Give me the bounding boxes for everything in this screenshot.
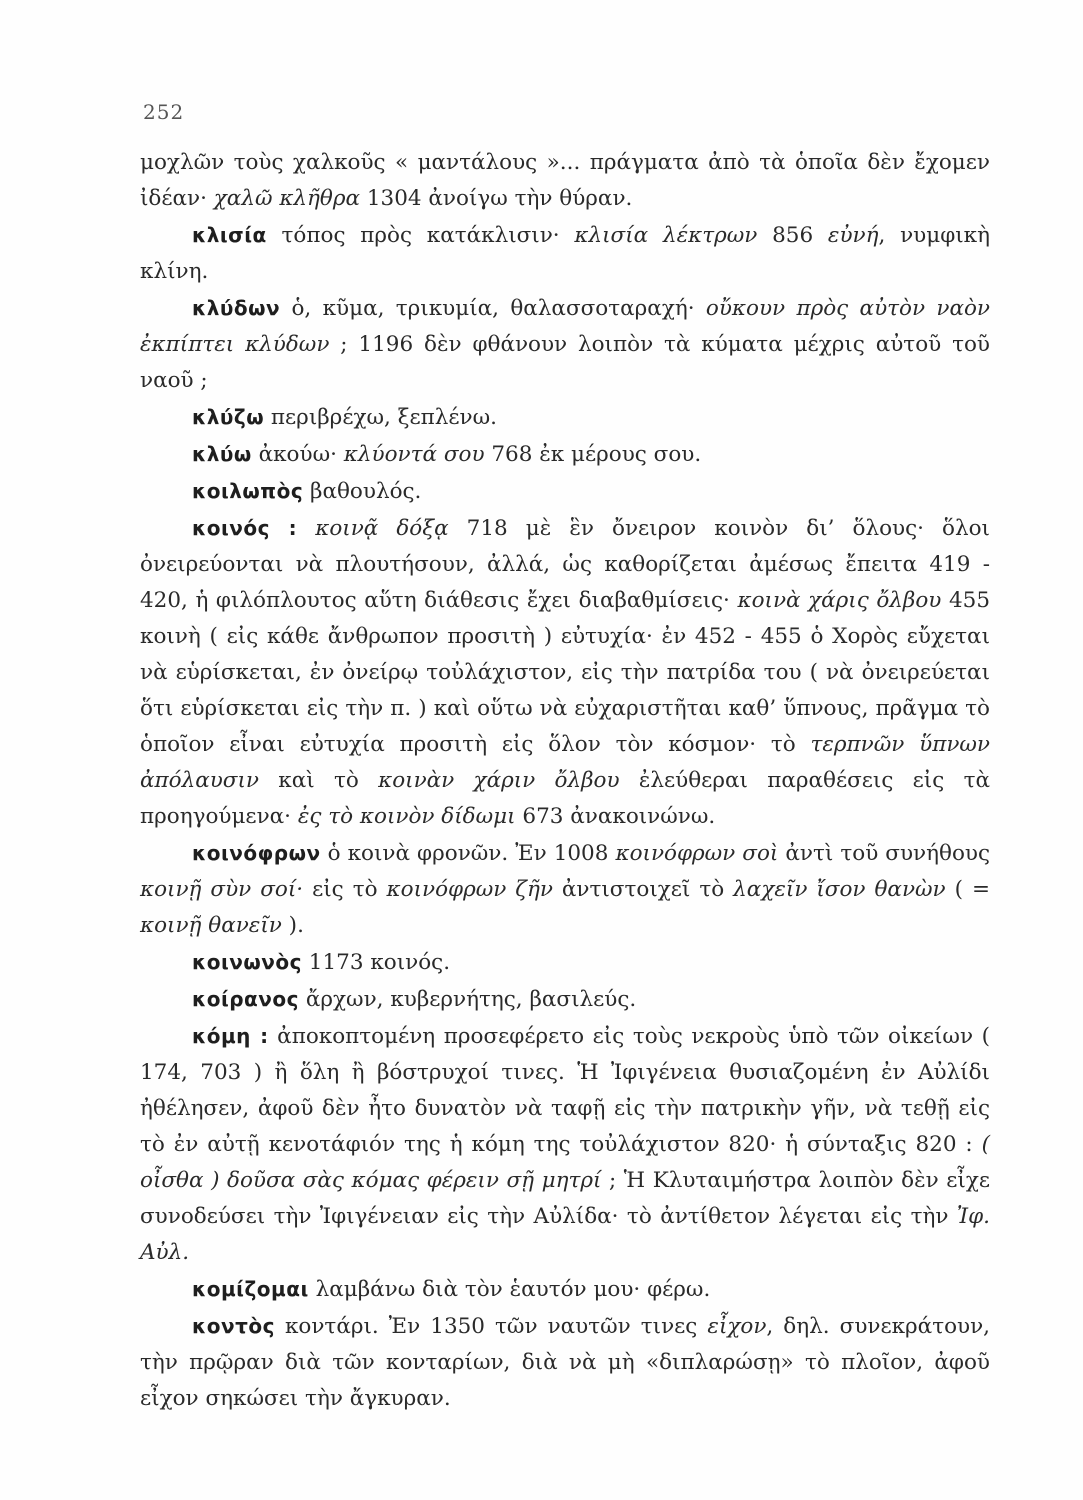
entry-text: 718 μὲ ἓν ὄνειρον κοινὸν δι’ ὅλους· ὅλοι ὀνειρεύονται νὰ πλουτήσουν, ἀλλά, ὡς καθορίζεται ἀμέσως ἔπειτα 419 - 420, ἡ φιλόπλουτος αὕτη διάθεσις ἔχει διαβαθμίσεις· — [140, 516, 990, 613]
headword: κοινόφρων — [192, 841, 321, 865]
quotation: κοινόφρων σοὶ — [615, 841, 779, 866]
entry-text: ὁ κοινὰ φρονῶν. Ἐν 1008 — [320, 841, 616, 866]
quotation: κοινᾷ δόξᾳ — [315, 516, 449, 541]
headword: κλύζω — [192, 405, 265, 429]
quotation: εὐνή — [827, 223, 879, 248]
glossary-entry — [140, 1018, 990, 1271]
glossary-entry — [140, 436, 990, 473]
entry-text: ἀντὶ τοῦ συνήθους — [778, 841, 991, 866]
entry-text: 455 κοινὴ ( εἰς κάθε ἄνθρωπον προσιτὴ ) εὐτυχία· ἐν 452 - 455 ὁ Χορὸς εὔχεται νὰ εὑρίσκεται, ἐν ὀνείρῳ τοὐλάχιστον, εἰς τὴν πατρίδα του ( νὰ ὀνειρεύεται ὅτι εὑρίσκεται εἰς τὴν π. ) καὶ οὕτω νὰ εὐχαριστῆται καθ’ ὕπνους, πρᾶγμα τὸ ὁποῖον εἶναι εὐτυχία προσιτὴ εἰς ὅλον τὸν κόσμον· τὸ — [140, 588, 990, 757]
glossary-entry — [140, 981, 990, 1018]
quotation: ἐς τὸ κοινὸν δίδωμι — [297, 804, 516, 829]
entry-text: ἐλεύθεραι παραθέσεις εἰς τὰ προηγούμενα· — [140, 768, 990, 829]
glossary-entry — [140, 835, 990, 944]
glossary-entry — [140, 1308, 990, 1417]
entry-text: μοχλῶν τοὺς χαλκοῦς « μαντάλους »... πράγματα ἀπὸ τὰ ὁποῖα δὲν ἔχομεν ἰδέαν· — [140, 150, 990, 211]
headword: κοίρανος — [192, 987, 300, 1011]
headword: κοιλωπὸς — [192, 479, 304, 503]
entry-text: ἀντιστοιχεῖ τὸ — [552, 877, 734, 902]
entry-text: ). — [281, 913, 304, 938]
glossary-entry — [140, 217, 990, 290]
quotation: οὔκουν πρὸς αὐτὸν ναὸν ἐκπίπτει κλύδων — [140, 296, 990, 357]
quotation: Ἰφ. Αὐλ. — [140, 1204, 990, 1265]
headword: κοινός : — [192, 516, 298, 540]
quotation: λαχεῖν ἴσον θανὼν — [733, 877, 946, 902]
quotation: κοινὰ χάρις ὄλβου — [737, 588, 942, 613]
entry-text: ; 1196 δὲν φθάνουν λοιπὸν τὰ κύματα μέχρις αὐτοῦ τοῦ ναοῦ ; — [140, 332, 990, 393]
entry-text: εἰς τὸ — [303, 877, 387, 902]
glossary-text — [140, 145, 990, 1417]
quotation: κοινῇ θανεῖν — [140, 913, 282, 938]
headword: κόμη : — [192, 1024, 269, 1048]
entry-text: 1173 κοινός. — [301, 950, 451, 975]
quotation: τερπνῶν ὕπνων ἀπόλαυσιν — [140, 732, 990, 793]
entry-text: , δηλ. συνεκράτουν, τὴν πρῷραν διὰ τῶν κονταρίων, διὰ νὰ μὴ «διπλαρώσῃ» τὸ πλοῖον, ἀφοῦ εἶχον σηκώσει τὴν ἄγκυραν. — [140, 1314, 991, 1411]
glossary-entry — [140, 1271, 990, 1308]
entry-text: τόπος πρὸς κατάκλισιν· — [266, 223, 575, 248]
entry-text: ( = — [945, 877, 991, 902]
entry-text: , νυμφικὴ κλίνη. — [140, 223, 990, 284]
headword: κλύω — [192, 442, 252, 466]
quotation: κλύοντά σου — [343, 442, 485, 467]
quotation: κοινόφρων ζῆν — [386, 877, 553, 902]
glossary-entry — [140, 510, 990, 835]
entry-text: καὶ τὸ — [259, 768, 379, 793]
entry-text: 673 ἀνακοινώνω. — [515, 804, 716, 829]
headword: κομίζομαι — [192, 1277, 309, 1301]
entry-text: ἀποκοπτομένη προσεφέρετο εἰς τοὺς νεκροὺς ὑπὸ τῶν οἰκείων ( 174, 703 ) ἢ ὅλη ἢ βόστρυχοί τινες. Ἡ Ἰφιγένεια θυσιαζομένη ἐν Αὐλίδι ἠθέλησεν, ἀφοῦ δὲν ἦτο δυνατὸν νὰ ταφῇ εἰς τὴν πατρικὴν γῆν, νὰ τεθῇ εἰς τὸ ἐν αὐτῇ κενοτάφιόν της ἡ κόμη της τοὐλάχιστον 820· ἡ σύνταξις 820 : — [140, 1024, 990, 1157]
quotation: κοινὰν χάριν ὄλβου — [378, 768, 620, 793]
glossary-entry — [140, 145, 990, 217]
glossary-entry — [140, 399, 990, 436]
headword: κοινωνὸς — [192, 950, 302, 974]
headword: κλύδων — [192, 296, 281, 320]
entry-text: κοντάρι. Ἐν 1350 τῶν ναυτῶν τινες — [274, 1314, 708, 1339]
headword: κοντὸς — [192, 1314, 275, 1338]
page-number: 252 — [143, 100, 185, 124]
entry-text: ἄρχων, κυβερνήτης, βασιλεύς. — [299, 987, 637, 1012]
entry-text: βαθουλός. — [303, 479, 422, 504]
quotation: κοινῇ σὺν σοί· — [140, 877, 304, 902]
entry-text: λαμβάνω διὰ τὸν ἑαυτόν μου· φέρω. — [308, 1277, 711, 1302]
entry-text: περιβρέχω, ξεπλένω. — [264, 405, 497, 430]
entry-text: 768 ἐκ μέρους σου. — [484, 442, 702, 467]
entry-text: ὁ, κῦμα, τρικυμία, θαλασσοταραχή· — [280, 296, 706, 321]
entry-text — [297, 516, 315, 541]
entry-text: 856 — [757, 223, 828, 248]
entry-text: ; Ἡ Κλυταιμήστρα λοιπὸν δὲν εἶχε συνοδεύσει τὴν Ἰφιγένειαν εἰς τὴν Αὐλίδα· τὸ ἀντίθετον λέγεται εἰς τὴν — [140, 1168, 990, 1229]
glossary-entry — [140, 944, 990, 981]
entry-text: 1304 ἀνοίγω τὴν θύραν. — [360, 186, 633, 211]
glossary-entry — [140, 290, 990, 399]
glossary-entry — [140, 473, 990, 510]
entry-text: ἀκούω· — [251, 442, 344, 467]
quotation: χαλῶ κλῆθρα — [213, 186, 361, 211]
headword: κλισία — [192, 223, 267, 247]
quotation: εἶχον — [707, 1314, 767, 1339]
quotation: κλισία λέκτρων — [574, 223, 758, 248]
quotation: ( οἶσθα ) δοῦσα σὰς κόμας φέρειν σῇ μητρί — [140, 1132, 990, 1193]
